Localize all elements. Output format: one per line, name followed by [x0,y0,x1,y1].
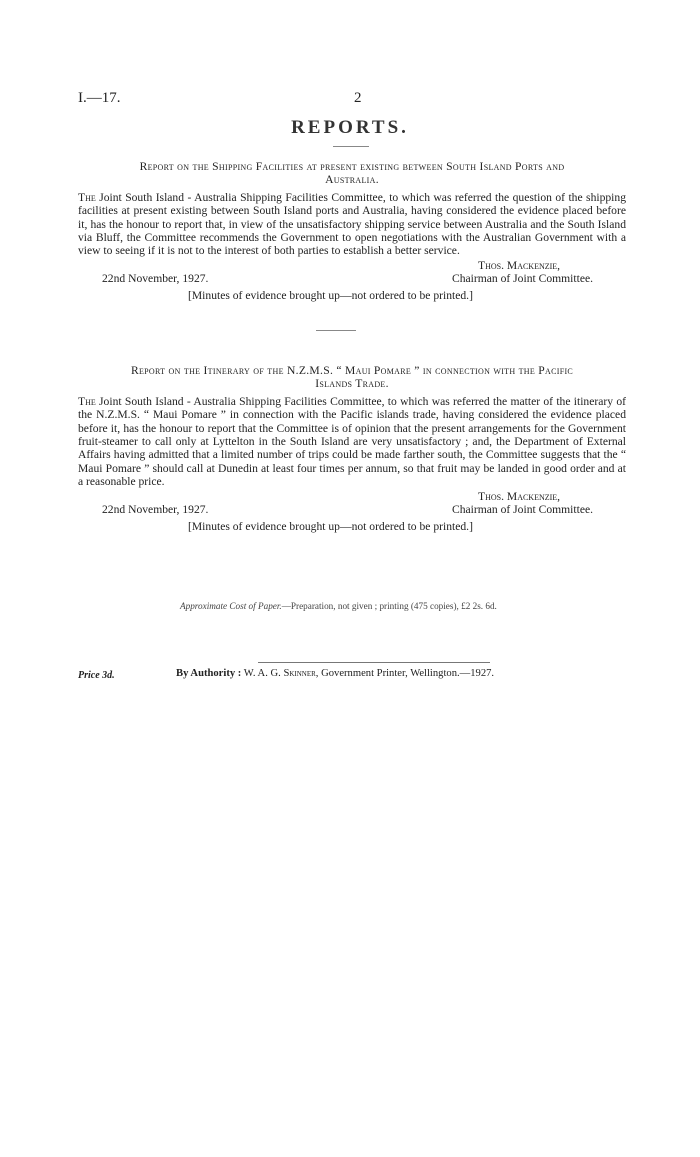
signature-block [78,259,626,287]
imprint-text-after: , Government Printer, Wellington.—1927. [315,668,495,679]
cost-note [180,601,497,611]
report-heading [78,364,626,391]
title-rule [333,146,369,147]
minutes-note: [Minutes of evidence brought up—not ordered to be printed.] [188,519,473,533]
signatory-role: Chairman of Joint Committee. [452,502,594,516]
page-number: 2 [354,90,362,106]
report-heading-line1: Report on the Shipping Facilities at present existing between South Island Ports and [139,160,565,173]
report-body-text: Joint South Island - Australia Shipping Facilities Committee, to which was referred the question of the shipping facilities at present existing between South Island ports and Australia, having considered the evidence placed before it, has the honour to report that, in view of the unsatisfactory shipping service between Australia and the South Island via Bluff, the Committee recommends the Government to open negotiations with the Australian Government with a view to seeing if it is not to the interest of both parties to establish a better service. [78,190,626,258]
report-heading [78,160,626,187]
report-maui-pomare-itinerary [78,364,626,533]
report-date: 22nd November, 1927. [102,502,209,516]
report-shipping-facilities [78,160,626,302]
report-body [78,395,626,489]
footer-rule [258,662,490,663]
section-divider [316,330,356,331]
report-date: 22nd November, 1927. [102,271,209,285]
imprint-text-before: W. A. G. [241,668,284,679]
report-body [78,191,626,258]
minutes-note: [Minutes of evidence brought up—not ordered to be printed.] [188,288,473,302]
report-body-lead: The [78,394,96,408]
signature-block [78,490,626,518]
report-body-lead: The [78,190,96,204]
signatory-name: Thos. Mackenzie, [478,258,561,272]
signatory-name: Thos. Mackenzie, [478,489,561,503]
cost-note-text: —Preparation, not given ; printing (475 copies), £2 2s. 6d. [281,601,497,611]
report-heading-line2: Australia. [325,173,379,187]
signatory-role: Chairman of Joint Committee. [452,271,594,285]
report-body-text: Joint South Island - Australia Shipping Facilities Committee, to which was referred the matter of the itinerary of the N.Z.M.S. “ Maui Pomare ” in connection with the Pacific islands trade, having considered the evidence placed before it, has the honour to report that the Committee is of opinion that the present arrangements for the Government fruit-steamer to call only at Lyttelton in the South Island are very unsatisfactory ; and, the Department of External Affairs having admitted that a limited number of trips could be made farther south, the Committee suggests that the “ Maui Pomare ” should call at Dunedin at least four times per annum, so that fruit may be landed in good order and at a reasonable price. [78,394,626,489]
page-title: REPORTS. [291,117,409,138]
paper-reference: I.—17. [78,90,121,106]
imprint-printer-name: Skinner [283,668,316,679]
imprint-prefix: By Authority : [176,668,242,679]
price-label: Price 3d. [78,670,115,681]
cost-note-label: Approximate Cost of Paper. [180,601,282,611]
printer-imprint [176,668,494,679]
report-heading-line2: Islands Trade. [315,377,389,391]
report-heading-line1: Report on the Itinerary of the N.Z.M.S. “ Maui Pomare ” in connection with the Pacific [130,364,574,377]
